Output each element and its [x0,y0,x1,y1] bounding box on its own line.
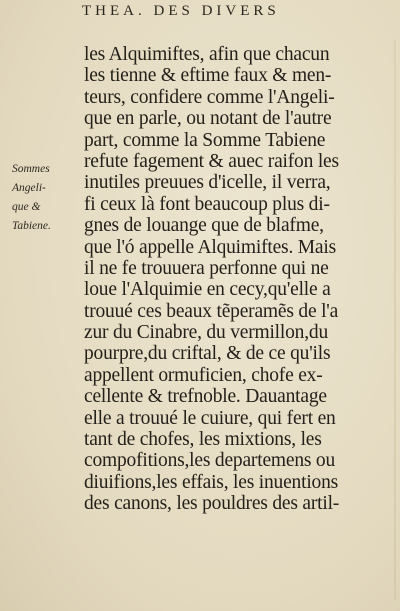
text-line: que en parle, ou notant de l'autre [84,108,332,130]
running-header: THEA. DES DIVERS [82,3,280,19]
text-line: tant de chofes, les mixtions, les [84,429,322,451]
text-line: compofitions,les departemens ou [84,450,336,472]
text-line: gnes de louange que de blafme, [84,215,324,237]
text-line: loue l'Alquimie en cecy,qu'elle a [84,279,331,301]
text-line: que l'ó appelle Alquimiftes. Mais [84,236,336,258]
text-line: elle a trouué le cuiure, qui fert en [84,407,336,429]
text-line: refute fagement & auec raifon les [84,150,339,172]
margin-note-line: Sommes [12,163,50,175]
text-line: les tienne & eftime faux & men- [84,65,332,87]
text-line: appellent ormuficien, chofe ex- [84,364,323,386]
text-line: part, comme la Somme Tabiene [84,129,326,151]
text-line: les Alquimiftes, afin que chacun [84,44,330,65]
text-line: zur du Cinabre, du vermillon,du [84,322,328,344]
text-line: trouué ces beaux tẽperamẽs de l'a [84,300,339,322]
text-line: fi ceux là font beaucoup plus di- [84,193,330,215]
text-line: il ne fe trouuera perfonne qui ne [84,257,329,279]
text-line: inutiles preuues d'icelle, il verra, [84,172,331,194]
margin-note-line: Tabiene. [12,220,51,232]
body-text [84,44,396,515]
text-line: teurs, confidere comme l'Angeli- [84,86,335,108]
text-line: des canons, les pouldres des artil- [84,493,340,515]
margin-note-line: que & [12,201,41,213]
margin-note-line: Angeli- [12,182,46,194]
text-line: pourpre,du criftal, & de ce qu'ils [84,343,331,365]
text-line: cellente & trefnoble. Dauantage [84,386,327,408]
margin-note [12,160,86,236]
text-line: diuifions,les effais, les inuentions [84,471,339,493]
